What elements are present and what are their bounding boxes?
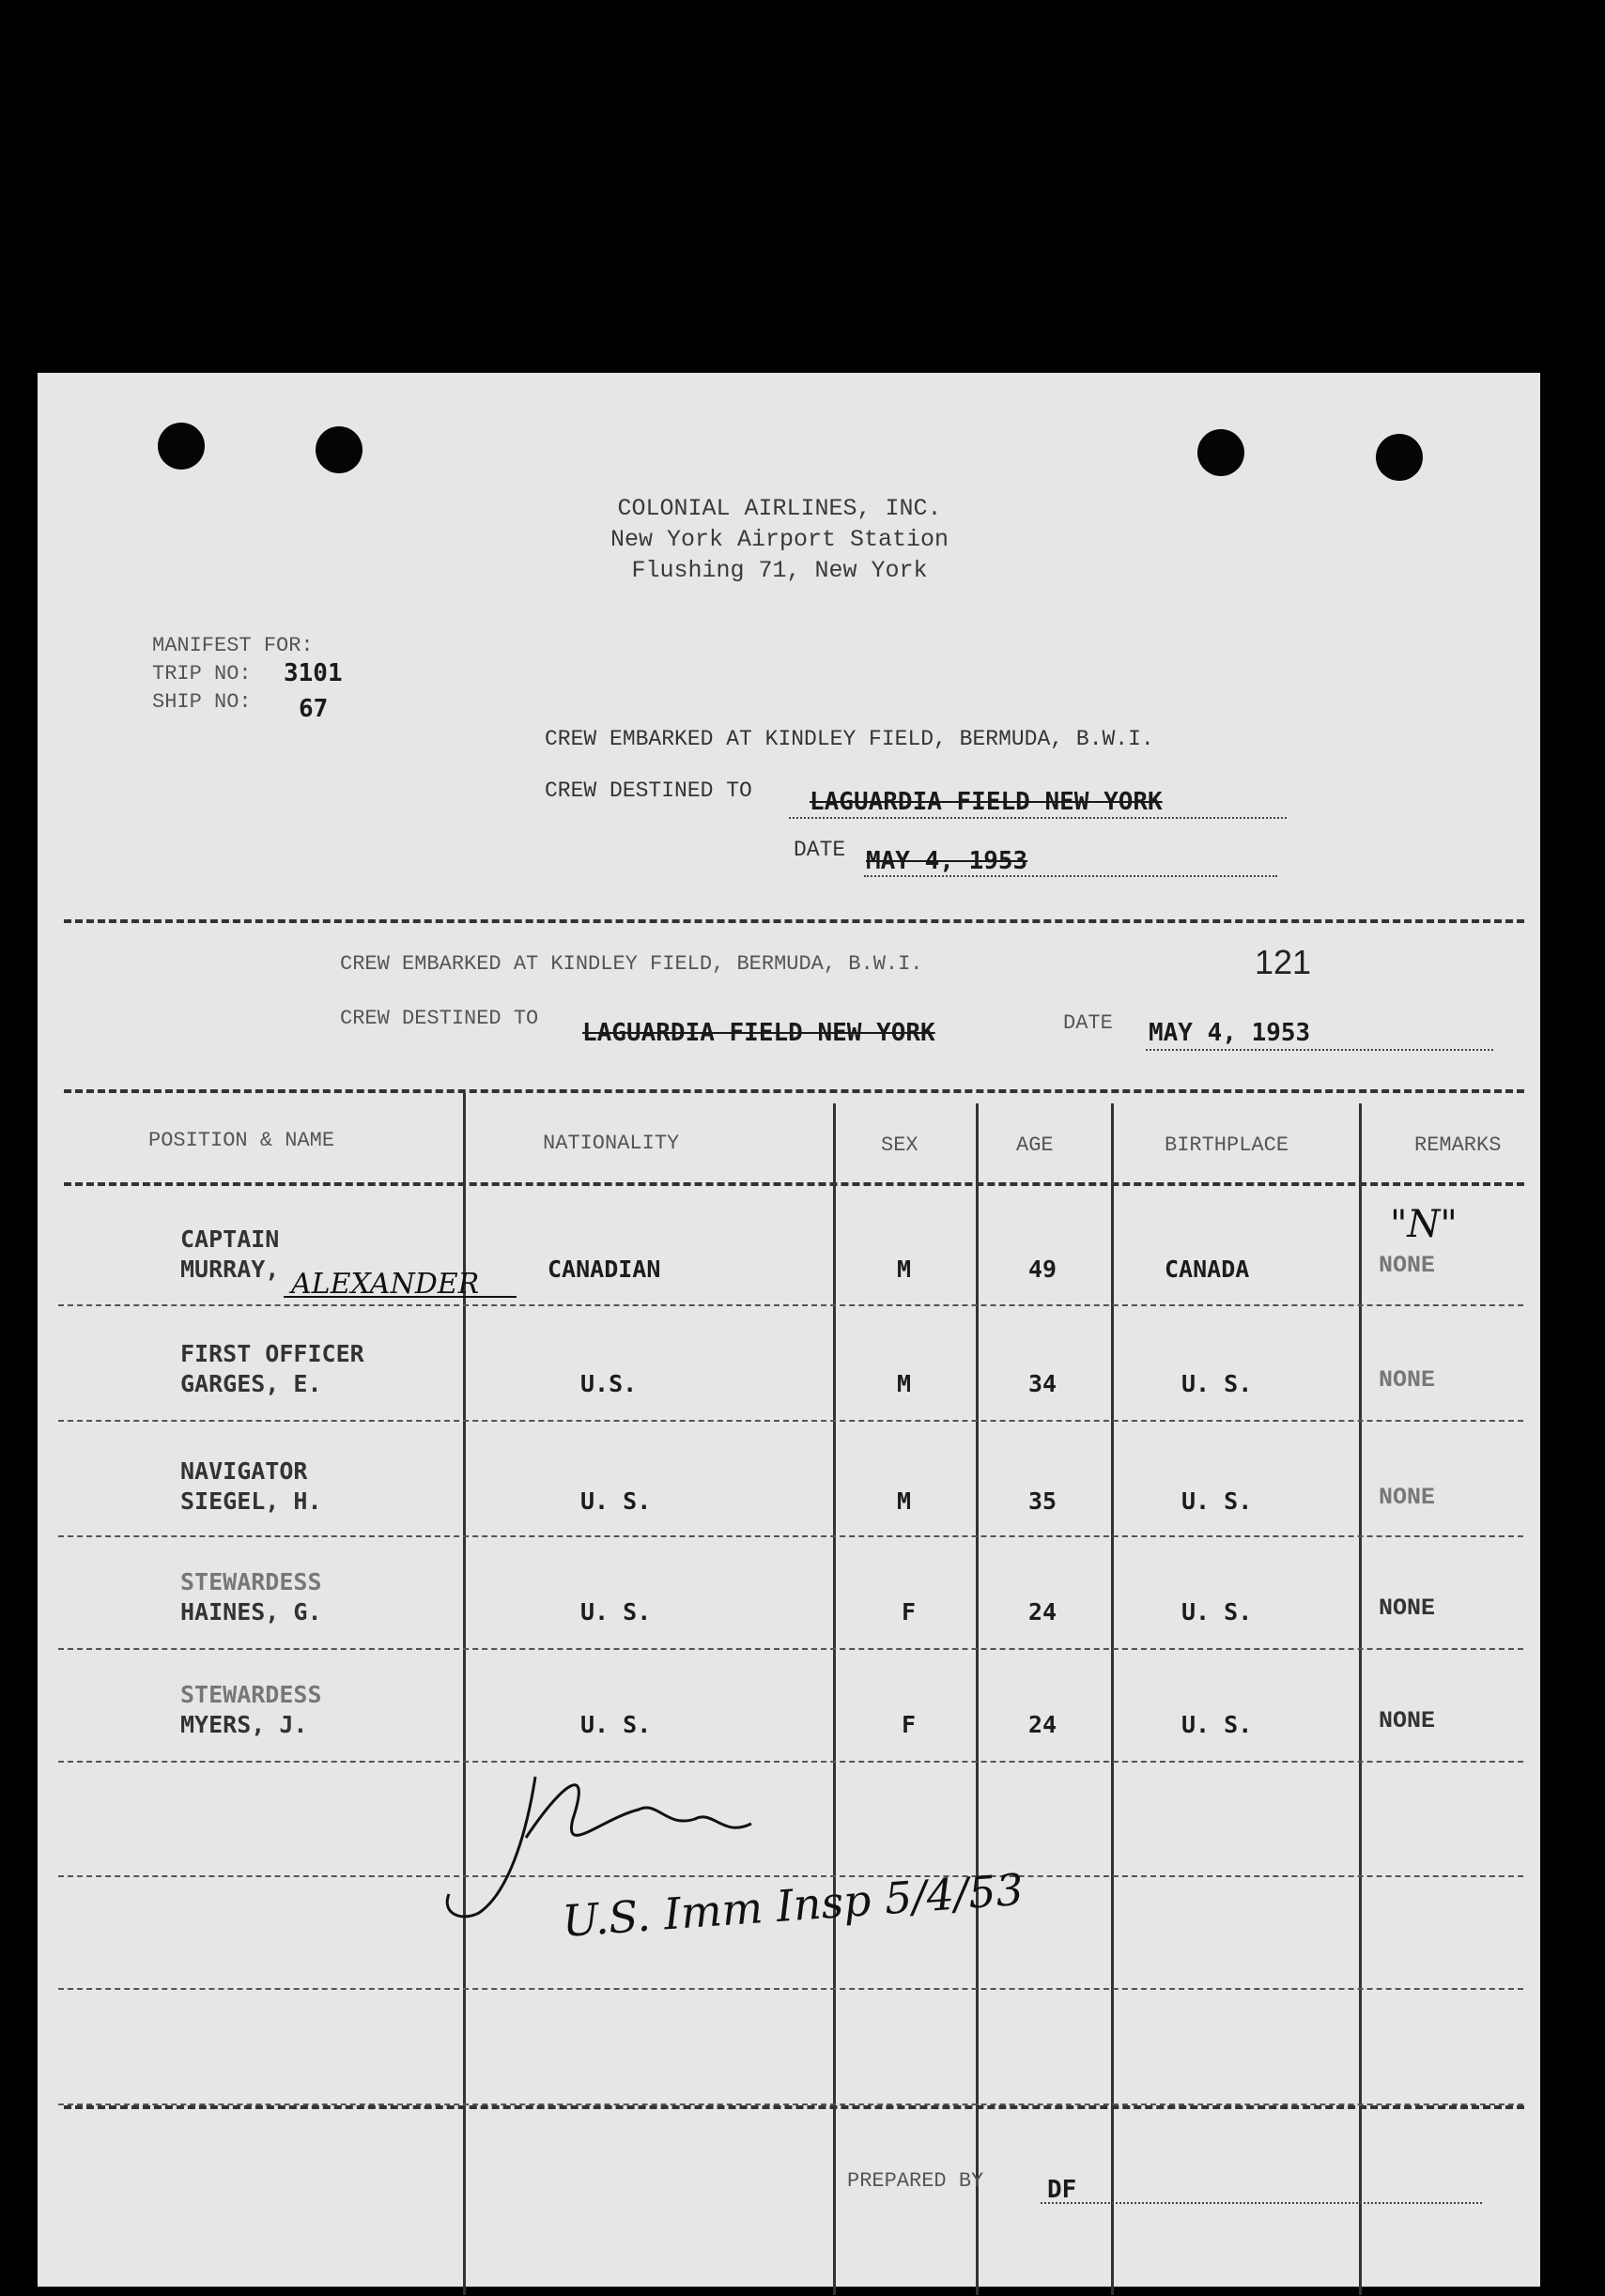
row-remarks: NONE xyxy=(1379,1366,1436,1394)
table-top-rule xyxy=(64,1089,1524,1093)
row-position: STEWARDESS xyxy=(180,1568,322,1595)
destined-underline xyxy=(789,817,1287,819)
header-nationality: NATIONALITY xyxy=(543,1132,680,1155)
row-rule xyxy=(58,1535,1523,1537)
ship-number: 67 xyxy=(299,695,329,723)
row-birthplace: U. S. xyxy=(1181,1370,1253,1397)
row-remarks: NONE xyxy=(1379,1252,1436,1279)
handwriting-overlay xyxy=(38,373,1540,2287)
ship-label: SHIP NO: xyxy=(152,690,252,714)
row-remarks: NONE xyxy=(1379,1595,1436,1622)
header-birthplace: BIRTHPLACE xyxy=(1165,1133,1289,1157)
row-position: FIRST OFFICER xyxy=(180,1340,364,1367)
company-station: New York Airport Station xyxy=(610,526,949,553)
row-birthplace: U. S. xyxy=(1181,1487,1253,1515)
row-nationality: U. S. xyxy=(580,1487,652,1515)
date-value-2: MAY 4, 1953 xyxy=(1149,1019,1311,1047)
row-name: HAINES, G. xyxy=(180,1598,322,1626)
row-age: 24 xyxy=(1028,1711,1057,1738)
row-sex: F xyxy=(902,1711,917,1738)
header-remarks: REMARKS xyxy=(1414,1133,1502,1157)
row-birthplace: U. S. xyxy=(1181,1598,1253,1626)
row-sex: M xyxy=(897,1487,912,1515)
row-position: CAPTAIN xyxy=(180,1225,280,1253)
column-divider xyxy=(463,1093,466,2295)
row-name: MURRAY, xyxy=(180,1256,280,1283)
row-nationality: CANADIAN xyxy=(548,1256,661,1283)
row-rule xyxy=(58,1875,1523,1877)
manifest-label: MANIFEST FOR: xyxy=(152,634,314,657)
date-label: DATE xyxy=(794,838,846,862)
punch-hole-icon xyxy=(316,426,363,473)
row-position: NAVIGATOR xyxy=(180,1457,308,1485)
header-rule xyxy=(64,1182,1524,1186)
svg-text:U.S. Imm Insp 5/4/53: U.S. Imm Insp 5/4/53 xyxy=(561,1863,1026,1947)
row-age: 49 xyxy=(1028,1256,1057,1283)
date-underline-2 xyxy=(1146,1049,1493,1051)
row-nationality: U.S. xyxy=(580,1370,638,1397)
row-rule xyxy=(58,1420,1523,1422)
row-age: 24 xyxy=(1028,1598,1057,1626)
embarked-line: CREW EMBARKED AT KINDLEY FIELD, BERMUDA, B.W.I. xyxy=(545,727,1154,751)
row-nationality: U. S. xyxy=(580,1711,652,1738)
punch-hole-icon xyxy=(1197,429,1244,476)
header-sex: SEX xyxy=(881,1133,918,1157)
company-header xyxy=(563,493,995,586)
row-age: 35 xyxy=(1028,1487,1057,1515)
trip-number: 3101 xyxy=(284,659,343,687)
row-rule xyxy=(58,1648,1523,1650)
svg-text:ALEXANDER: ALEXANDER xyxy=(291,1268,480,1301)
punch-hole-icon xyxy=(1376,434,1423,481)
row-position: STEWARDESS xyxy=(180,1681,322,1708)
trip-label: TRIP NO: xyxy=(152,662,252,686)
table-bottom-rule xyxy=(64,2105,1524,2109)
company-name: COLONIAL AIRLINES, INC. xyxy=(617,495,942,522)
header-position-name: POSITION & NAME xyxy=(148,1129,335,1152)
row-sex: F xyxy=(902,1598,917,1626)
row-remarks: NONE xyxy=(1379,1707,1436,1734)
column-divider xyxy=(1111,1103,1114,2295)
date-label-2: DATE xyxy=(1063,1011,1113,1035)
date-underline xyxy=(864,875,1277,877)
row-birthplace: CANADA xyxy=(1165,1256,1250,1283)
row-age: 34 xyxy=(1028,1370,1057,1397)
column-divider xyxy=(1359,1103,1362,2295)
row-remarks: NONE xyxy=(1379,1484,1436,1511)
punch-hole-icon xyxy=(158,423,205,470)
row-rule xyxy=(58,1988,1523,1990)
row-rule xyxy=(58,1761,1523,1763)
prepared-label: PREPARED BY xyxy=(847,2169,984,2193)
row-birthplace: U. S. xyxy=(1181,1711,1253,1738)
row-name: MYERS, J. xyxy=(180,1711,308,1738)
prepared-underline xyxy=(1041,2202,1482,2204)
embarked-line-2: CREW EMBARKED AT KINDLEY FIELD, BERMUDA, B.W.I. xyxy=(340,952,923,976)
destined-label: CREW DESTINED TO xyxy=(545,778,752,803)
column-divider xyxy=(976,1103,979,2295)
date-value: MAY 4, 1953 xyxy=(866,847,1028,875)
manifest-page xyxy=(38,373,1540,2287)
destined-value-2: LAGUARDIA FIELD NEW YORK xyxy=(582,1019,935,1047)
divider xyxy=(64,919,1524,923)
row-sex: M xyxy=(897,1370,912,1397)
company-address: Flushing 71, New York xyxy=(631,557,928,584)
row-sex: M xyxy=(897,1256,912,1283)
destined-value: LAGUARDIA FIELD NEW YORK xyxy=(810,788,1163,816)
svg-text:"N": "N" xyxy=(1390,1203,1458,1246)
column-divider xyxy=(833,1103,836,2295)
row-name: GARGES, E. xyxy=(180,1370,322,1397)
row-nationality: U. S. xyxy=(580,1598,652,1626)
manifest-number: 121 xyxy=(1255,943,1312,981)
prepared-value: DF xyxy=(1047,2176,1077,2204)
header-age: AGE xyxy=(1016,1133,1054,1157)
row-name: SIEGEL, H. xyxy=(180,1487,322,1515)
row-rule xyxy=(58,1304,1523,1306)
destined-label-2: CREW DESTINED TO xyxy=(340,1007,539,1030)
